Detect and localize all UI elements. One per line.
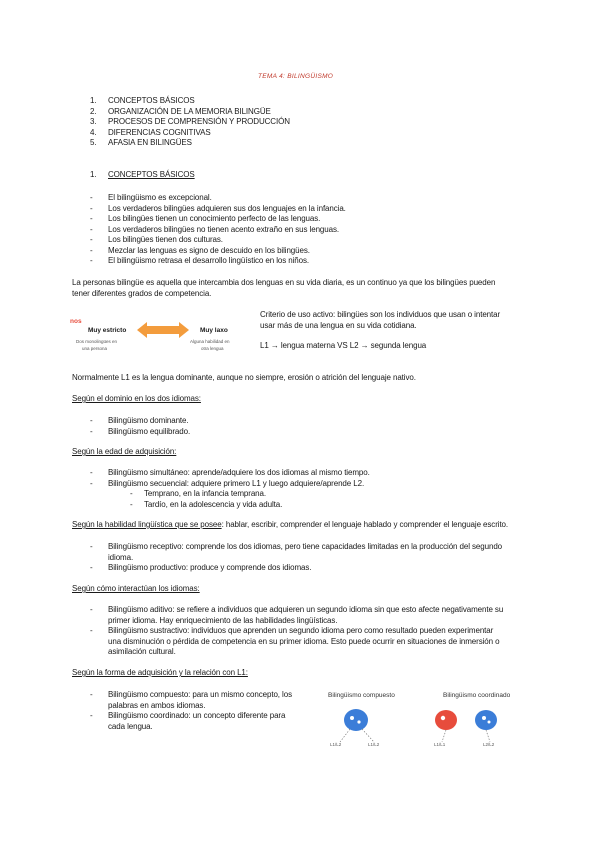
- criterion-line: usar más de una lengua en su vida cotidiana.: [260, 320, 417, 330]
- continuum-left-desc: Dos monolingües en: [76, 339, 118, 344]
- list-item: Mezclar las lenguas es signo de descuido en los bilingües.: [108, 245, 310, 255]
- list-item: Bilingüismo simultáneo: aprende/adquiere los dos idiomas al mismo tiempo.: [108, 468, 370, 477]
- subsection-heading: Según el dominio en los dos idiomas:: [72, 394, 201, 403]
- list-item: El bilingüismo es excepcional.: [108, 193, 212, 202]
- toc-num: 2.: [90, 106, 97, 116]
- diagram-label: L1/L1: [434, 742, 446, 747]
- toc-item: CONCEPTOS BÁSICOS: [108, 96, 195, 105]
- continuum-left-desc: una persona: [82, 346, 108, 351]
- list-item-cont: palabras en ambos idiomas.: [108, 700, 206, 710]
- concept-blobs-icon: [318, 700, 538, 752]
- list-item: Bilingüismo equilibrado.: [108, 426, 191, 436]
- list-item: Bilingüismo aditivo: se refiere a individuos que adquieren un segundo idioma sin que esto afecte negativamente su: [108, 605, 504, 614]
- list-item: Los bilingües tienen un conocimiento perfecto de las lenguas.: [108, 214, 321, 223]
- sub-list-item: Temprano, en la infancia temprana.: [144, 489, 267, 498]
- list-item-cont: cada lengua.: [108, 721, 153, 731]
- list-item: Los verdaderos bilingües no tienen acento extraño en sus lenguas.: [108, 224, 339, 234]
- subsection-heading: Según cómo interactúan los idiomas:: [72, 584, 200, 593]
- figure-corner-text: nos: [70, 318, 82, 325]
- page-title: TEMA 4: BILINGÜISMO: [258, 73, 334, 80]
- l1-l2-definition: L1 → lengua materna VS L2 → segunda lengua: [260, 341, 427, 350]
- continuum-right-label: Muy laxo: [200, 327, 228, 334]
- coordinate-diagram-title: Bilingüismo coordinado: [443, 692, 511, 699]
- list-item-cont: primer idioma. Hay enriquecimiento de las habilidades lingüísticas.: [108, 615, 338, 625]
- list-item: Bilingüismo dominante.: [108, 416, 189, 425]
- continuum-figure: [70, 314, 250, 364]
- definition-line: La personas bilingüe es aquella que intercambia dos lenguas en su vida diaria, es un continuo ya que los bilingües pueden: [72, 278, 496, 287]
- list-item: Los bilingües tienen dos culturas.: [108, 235, 223, 244]
- sub-list-item: Tardío, en la adolescencia y vida adulta.: [144, 499, 283, 509]
- list-item: Bilingüismo coordinado: un concepto diferente para: [108, 711, 286, 720]
- subsection-heading: Según la edad de adquisición:: [72, 447, 177, 456]
- toc-item: AFASIA EN BILINGÜES: [108, 138, 192, 147]
- compound-diagram-title: Bilingüismo compuesto: [328, 692, 395, 699]
- continuum-right-desc: otra lengua: [201, 346, 224, 351]
- list-item-cont: asimilación cultural.: [108, 647, 176, 656]
- toc-num: 3.: [90, 117, 97, 126]
- toc-item: ORGANIZACIÓN DE LA MEMORIA BILINGÜE: [108, 106, 271, 116]
- definition-line: tener diferentes grados de competencia.: [72, 288, 212, 298]
- diagram-label: L2/L2: [483, 742, 495, 747]
- subsection-heading-rest: : hablar, escribir, comprender el lenguaje hablado y comprender el lenguaje escrito.: [221, 520, 509, 529]
- dominance-note: Normalmente L1 es la lengua dominante, aunque no siempre, erosión o atrición del lenguaje nativo.: [72, 373, 416, 382]
- list-item: Bilingüismo secuencial: adquiere primero L1 y luego adquiere/aprende L2.: [108, 478, 365, 488]
- toc-num: 1.: [90, 96, 97, 105]
- list-item: Bilingüismo productivo: produce y comprende dos idiomas.: [108, 563, 312, 572]
- bilingualism-types-figure: [318, 692, 538, 752]
- double-arrow-icon: [135, 320, 191, 340]
- toc-num: 4.: [90, 127, 97, 137]
- subsection-heading: Según la habilidad lingüística que se posee: [72, 520, 222, 529]
- section-number: 1.: [90, 170, 97, 179]
- toc-item: PROCESOS DE COMPRENSIÓN Y PRODUCCIÓN: [108, 117, 290, 126]
- list-item-cont: idioma.: [108, 552, 134, 562]
- diagram-label: L1/L2: [368, 742, 380, 747]
- section-heading: CONCEPTOS BÁSICOS: [108, 170, 195, 179]
- list-item: Bilingüismo sustractivo: individuos que aprenden un segundo idioma pero como resultado pueden experimentar: [108, 626, 494, 635]
- list-item-cont: una disminución o pérdida de competencia en su primer idioma. Esto puede ocurrir en situaciones de inmersión o: [108, 636, 500, 646]
- toc-item: DIFERENCIAS COGNITIVAS: [108, 127, 211, 137]
- toc-num: 5.: [90, 138, 97, 147]
- list-item: Bilingüismo receptivo: comprende los dos idiomas, pero tiene capacidades limitadas en la producción del segundo: [108, 542, 503, 551]
- subsection-heading: Según la forma de adquisición y la relación con L1:: [72, 668, 248, 677]
- criterion-line: Criterio de uso activo: bilingües son los individuos que usan o intentar: [260, 310, 501, 319]
- continuum-right-desc: Alguna habilidad en: [190, 339, 230, 344]
- subsection-heading-line: [72, 520, 508, 531]
- list-item: Los verdaderos bilingües adquieren sus dos lenguajes en la infancia.: [108, 203, 346, 213]
- continuum-left-label: Muy estricto: [88, 327, 127, 334]
- diagram-label: L1/L2: [330, 742, 342, 747]
- list-item: El bilingüismo retrasa el desarrollo lingüístico en los niños.: [108, 256, 310, 265]
- list-item: Bilingüismo compuesto: para un mismo concepto, los: [108, 690, 292, 699]
